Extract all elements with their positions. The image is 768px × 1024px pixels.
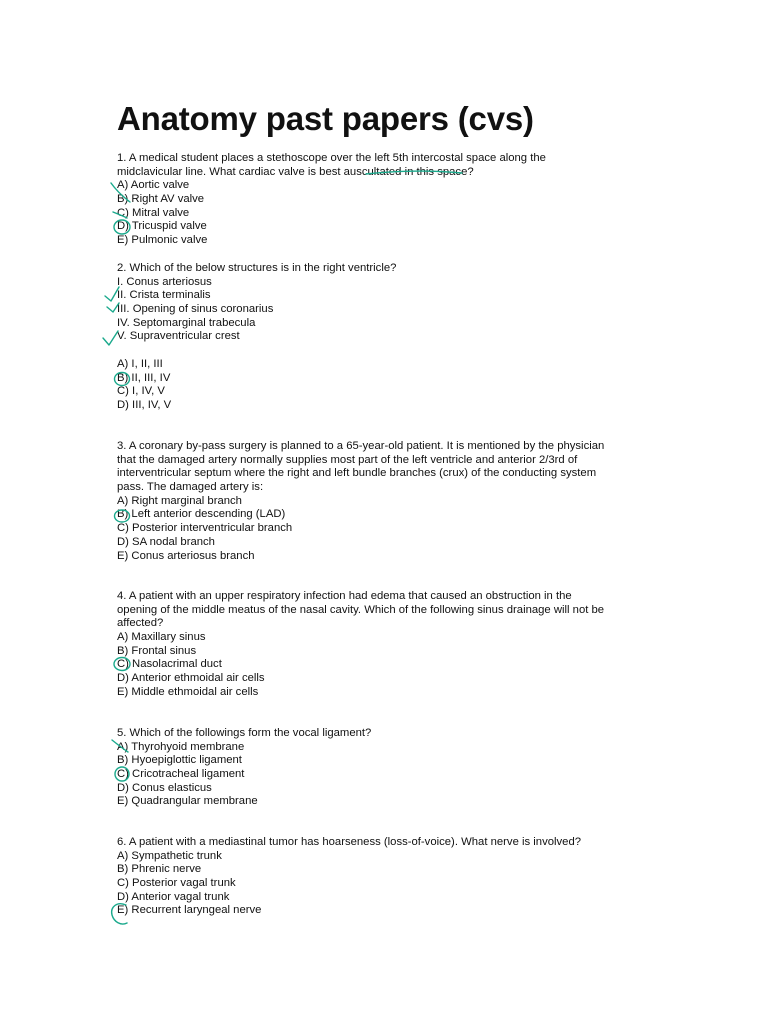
answer-option: A) Thyrohyoid membrane: [117, 740, 245, 753]
statement-item: II. Crista terminalis: [117, 289, 211, 302]
answer-option: A) Right marginal branch: [117, 494, 242, 507]
answer-option: A) Maxillary sinus: [117, 631, 206, 644]
question-5: [117, 727, 657, 809]
answer-option: D) Anterior ethmoidal air cells: [117, 672, 265, 685]
statement-item: V. Supraventricular crest: [117, 330, 240, 343]
answer-option: A) Sympathetic trunk: [117, 849, 222, 862]
statement-item: IV. Septomarginal trabecula: [117, 316, 256, 329]
answer-option: B) Right AV valve: [117, 193, 205, 206]
answer-option: C) Nasolacrimal duct: [117, 658, 222, 671]
answer-option: C) Posterior interventricular branch: [117, 522, 293, 535]
question-stem-line: pass. The damaged artery is:: [117, 481, 264, 494]
answer-option: D) SA nodal branch: [117, 535, 215, 548]
answer-option: D) III, IV, V: [117, 398, 172, 411]
answer-option: C) Posterior vagal trunk: [117, 877, 236, 890]
question-stem-line: 3. A coronary by-pass surgery is planned to a 65-year-old patient. It is mentioned by the physician: [117, 440, 605, 452]
question-stem-line: affected?: [117, 617, 164, 630]
answer-option: D) Tricuspid valve: [117, 220, 207, 233]
answer-option: D) Conus elasticus: [117, 781, 212, 794]
page-title: Anatomy past papers (cvs): [117, 100, 534, 137]
answer-option: D) Anterior vagal trunk: [117, 890, 230, 903]
answer-option: E) Pulmonic valve: [117, 234, 208, 247]
answer-option: E) Recurrent laryngeal nerve: [117, 904, 262, 917]
answer-option: E) Middle ethmoidal air cells: [117, 685, 259, 698]
answer-option: B) II, III, IV: [117, 371, 171, 384]
answer-option: B) Frontal sinus: [117, 644, 197, 657]
question-2: [117, 262, 657, 413]
question-stem-line: opening of the middle meatus of the nasal cavity. Which of the following sinus drainage will not be: [117, 603, 605, 616]
answer-option: B) Hyoepiglottic ligament: [117, 754, 242, 767]
question-stem-line: 5. Which of the followings form the vocal ligament?: [117, 727, 372, 739]
statement-item: I. Conus arteriosus: [117, 275, 212, 288]
question-stem-line: 1. A medical student places a stethoscope over the left 5th intercostal space along the: [117, 152, 546, 164]
question-1: [117, 152, 657, 248]
statement-item: III. Opening of sinus coronarius: [117, 303, 274, 316]
question-stem-line: that the damaged artery normally supplies most part of the left ventricle and anterior 2/3rd of: [117, 453, 578, 466]
answer-option: B) Phrenic nerve: [117, 863, 202, 876]
question-4: [117, 590, 657, 700]
question-stem-line: 4. A patient with an upper respiratory infection had edema that caused an obstruction in the: [117, 590, 572, 602]
answer-option: E) Quadrangular membrane: [117, 795, 258, 808]
checkmark-icon: [103, 331, 118, 345]
answer-option: C) Mitral valve: [117, 206, 190, 219]
answer-option: A) I, II, III: [117, 357, 163, 370]
question-stem-line: 2. Which of the below structures is in the right ventricle?: [117, 262, 397, 274]
answer-option: E) Conus arteriosus branch: [117, 549, 255, 562]
answer-option: A) Aortic valve: [117, 179, 190, 192]
question-stem-line: 6. A patient with a mediastinal tumor has hoarseness (loss-of-voice). What nerve is involved?: [117, 836, 582, 848]
question-stem-line: interventricular septum where the right and left bundle branches (crux) of the conducting system: [117, 467, 597, 480]
question-3: [117, 440, 657, 563]
answer-option: C) Cricotracheal ligament: [117, 768, 245, 781]
question-6: [117, 836, 657, 918]
question-stem-line: midclavicular line. What cardiac valve is best auscultated in this space?: [117, 165, 474, 178]
answer-option: B) Left anterior descending (LAD): [117, 508, 286, 521]
answer-option: C) I, IV, V: [117, 385, 165, 398]
